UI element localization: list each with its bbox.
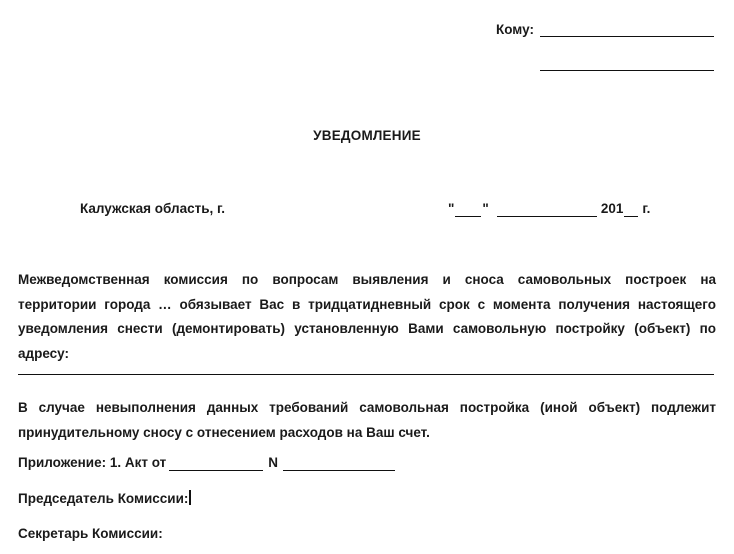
notice-paragraph-2 [18, 395, 716, 445]
attachment-number-sign: N [268, 455, 278, 470]
date-year-suffix: г. [642, 201, 651, 216]
secretary-signature: Секретарь Комиссии: [18, 526, 163, 541]
chairman-label: Председатель Комиссии: [18, 491, 189, 506]
address-line [18, 374, 714, 375]
date-line [448, 201, 650, 217]
paragraph-1-line: адресу: [18, 345, 69, 361]
date-month-blank [497, 201, 597, 217]
attachment-label: Приложение: 1. Акт от [18, 455, 167, 470]
text-cursor [189, 490, 191, 505]
notice-paragraph-1 [18, 268, 716, 366]
paragraph-2-line: принудительному сносу с отнесением расходов на Ваш счет. [18, 425, 430, 440]
paragraph-1-line: территории города … обязывает Вас в тридцатидневный срок с момента получения настоящего [18, 296, 716, 312]
paragraph-1-line: Межведомственная комиссия по вопросам выявления и сноса самовольных построек на [18, 272, 716, 287]
document-title: УВЕДОМЛЕНИЕ [313, 128, 421, 143]
date-year-prefix: 201 [600, 201, 624, 216]
attachment-line [18, 455, 395, 471]
date-close-quote: " [482, 201, 489, 216]
attachment-date-blank [169, 455, 263, 471]
chairman-signature[interactable] [18, 490, 191, 506]
addressee-line-2 [540, 56, 714, 71]
date-day-blank [455, 201, 481, 217]
addressee-label: Кому: [496, 22, 534, 37]
addressee-line-1 [540, 22, 714, 37]
date-year-blank [624, 201, 638, 217]
date-open-quote: " [448, 201, 455, 216]
paragraph-2-line: В случае невыполнения данных требований самовольная постройка (иной объект) подлежит [18, 400, 716, 415]
attachment-number-blank [283, 455, 395, 471]
paragraph-1-line: уведомления снести (демонтировать) установленную Вами самовольную постройку (объект) по [18, 321, 716, 336]
place-line: Калужская область, г. [80, 201, 226, 216]
